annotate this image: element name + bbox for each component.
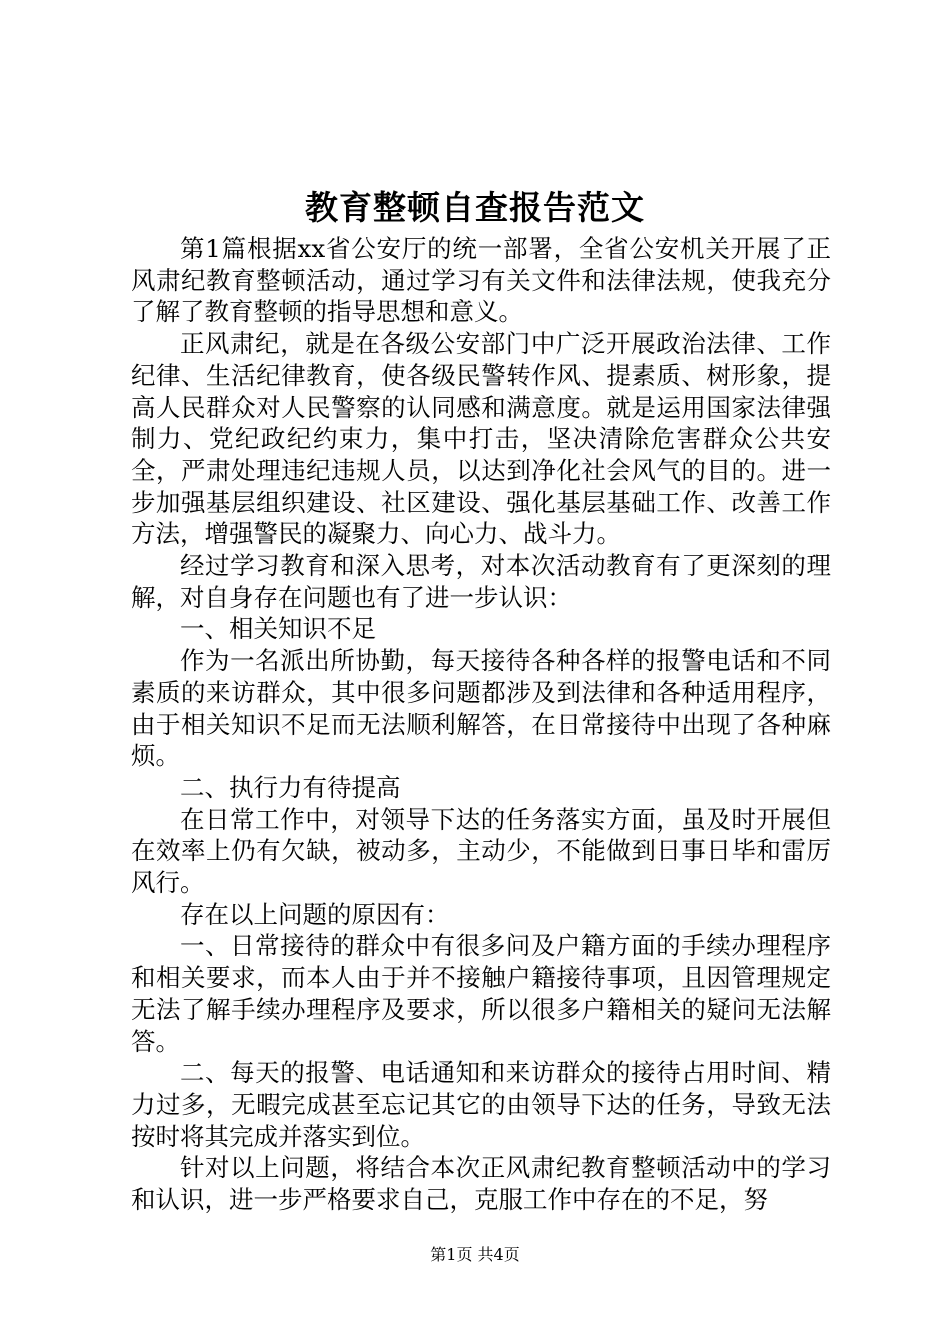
document-title: 教育整顿自查报告范文 [305,188,645,227]
paragraph: 第1篇根据xx省公安厅的统一部署，全省公安机关开展了正风肃纪教育整顿活动，通过学习有关文件和法律法规，使我充分了解了教育整顿的指导思想和意义。 [131,234,831,327]
paragraph: 存在以上问题的原因有： [180,899,450,929]
page-footer [0,1243,950,1267]
paragraph: 作为一名派出所协勤，每天接待各种各样的报警电话和不同素质的来访群众，其中很多问题都涉及到法律和各种适用程序，由于相关知识不足而无法顺利解答，在日常接待中出现了各种麻烦。 [131,646,831,771]
section-heading: 一、相关知识不足 [180,614,376,644]
paragraph: 一、日常接待的群众中有很多问及户籍方面的手续办理程序和相关要求，而本人由于并不接触户籍接待事项，且因管理规定无法了解手续办理程序及要求，所以很多户籍相关的疑问无法解答。 [131,931,831,1056]
paragraph: 正风肃纪，就是在各级公安部门中广泛开展政治法律、工作纪律、生活纪律教育，使各级民警转作风、提素质、树形象，提高人民群众对人民警察的认同感和满意度。就是运用国家法律强制力、党纪政纪约束力，集中打击，坚决清除危害群众公共安全，严肃处理违纪违规人员，以达到净化社会风气的目的。进一步加强基层组织建设、社区建设、强化基层基础工作、改善工作方法，增强警民的凝聚力、向心力、战斗力。 [131,329,831,549]
section-heading: 二、执行力有待提高 [180,772,401,802]
paragraph: 在日常工作中，对领导下达的任务落实方面，虽及时开展但在效率上仍有欠缺，被动多，主动少，不能做到日事日毕和雷厉风行。 [131,804,831,898]
page-indicator: 第1页 共4页 [430,1245,520,1264]
paragraph: 针对以上问题，将结合本次正风肃纪教育整顿活动中的学习和认识，进一步严格要求自己，克服工作中存在的不足，努 [131,1153,831,1215]
document-body [131,233,831,1216]
paragraph: 经过学习教育和深入思考，对本次活动教育有了更深刻的理解，对自身存在问题也有了进一步认识： [131,551,831,612]
paragraph: 二、每天的报警、电话通知和来访群众的接待占用时间、精力过多，无暇完成甚至忘记其它的由领导下达的任务，导致无法按时将其完成并落实到位。 [131,1058,831,1151]
